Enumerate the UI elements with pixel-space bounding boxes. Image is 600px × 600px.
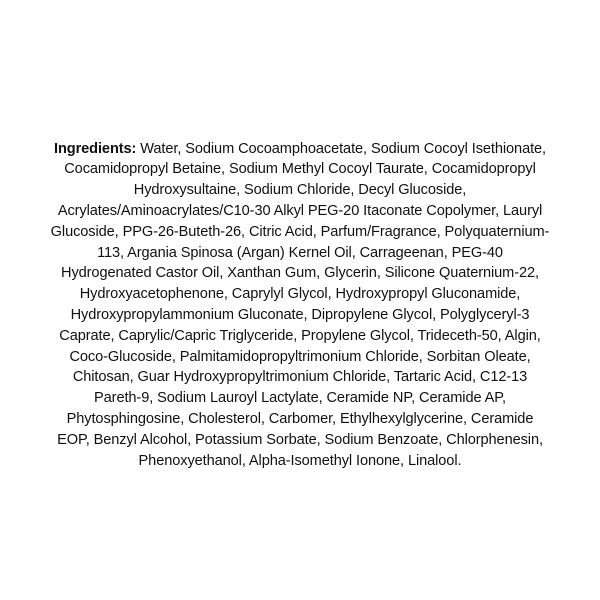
ingredients-label: Ingredients: [53,140,137,157]
ingredients-paragraph [50,139,550,472]
ingredients-list-text: Water, Sodium Cocoamphoacetate, Sodium Cocoyl Isethionate, Cocamidopropyl Betaine, Sodium Methyl Cocoyl Taurate, Cocamidopropyl Hydroxysultaine, Sodium Chloride, Decyl Glucoside, Acrylates/Aminoacrylates/C10-30 Alkyl PEG-20 Itaconate Copolymer, Lauryl Glucoside, PPG-26-Buteth-26, Citric Acid, Parfum/Fragrance, Polyquaternium-113, Argania Spinosa (Argan) Kernel Oil, Carrageenan, PEG-40 Hydrogenated Castor Oil, Xanthan Gum, Glycerin, Silicone Quaternium-22, Hydroxyacetophenone, Caprylyl Glycol, Hydroxypropyl Gluconamide, Hydroxypropylammonium Gluconate, Dipropylene Glycol, Polyglyceryl-3 Caprate, Caprylic/Capric Triglyceride, Propylene Glycol, Trideceth-50, Algin, Coco-Glucoside, Palmitamidopropyltrimonium Chloride, Sorbitan Oleate, Chitosan, Guar Hydroxypropyltrimonium Chloride, Tartaric Acid, C12-13 Pareth-9, Sodium Lauroyl Lactylate, Ceramide NP, Ceramide AP, Phytosphingosine, Cholesterol, Carbomer, Ethylhexylglycerine, Ceramide EOP, Benzyl Alcohol, Potassium Sorbate, Sodium Benzoate, Chlorphenesin, Phenoxyethanol, Alpha-Isomethyl Ionone, Linalool. [50,140,550,469]
